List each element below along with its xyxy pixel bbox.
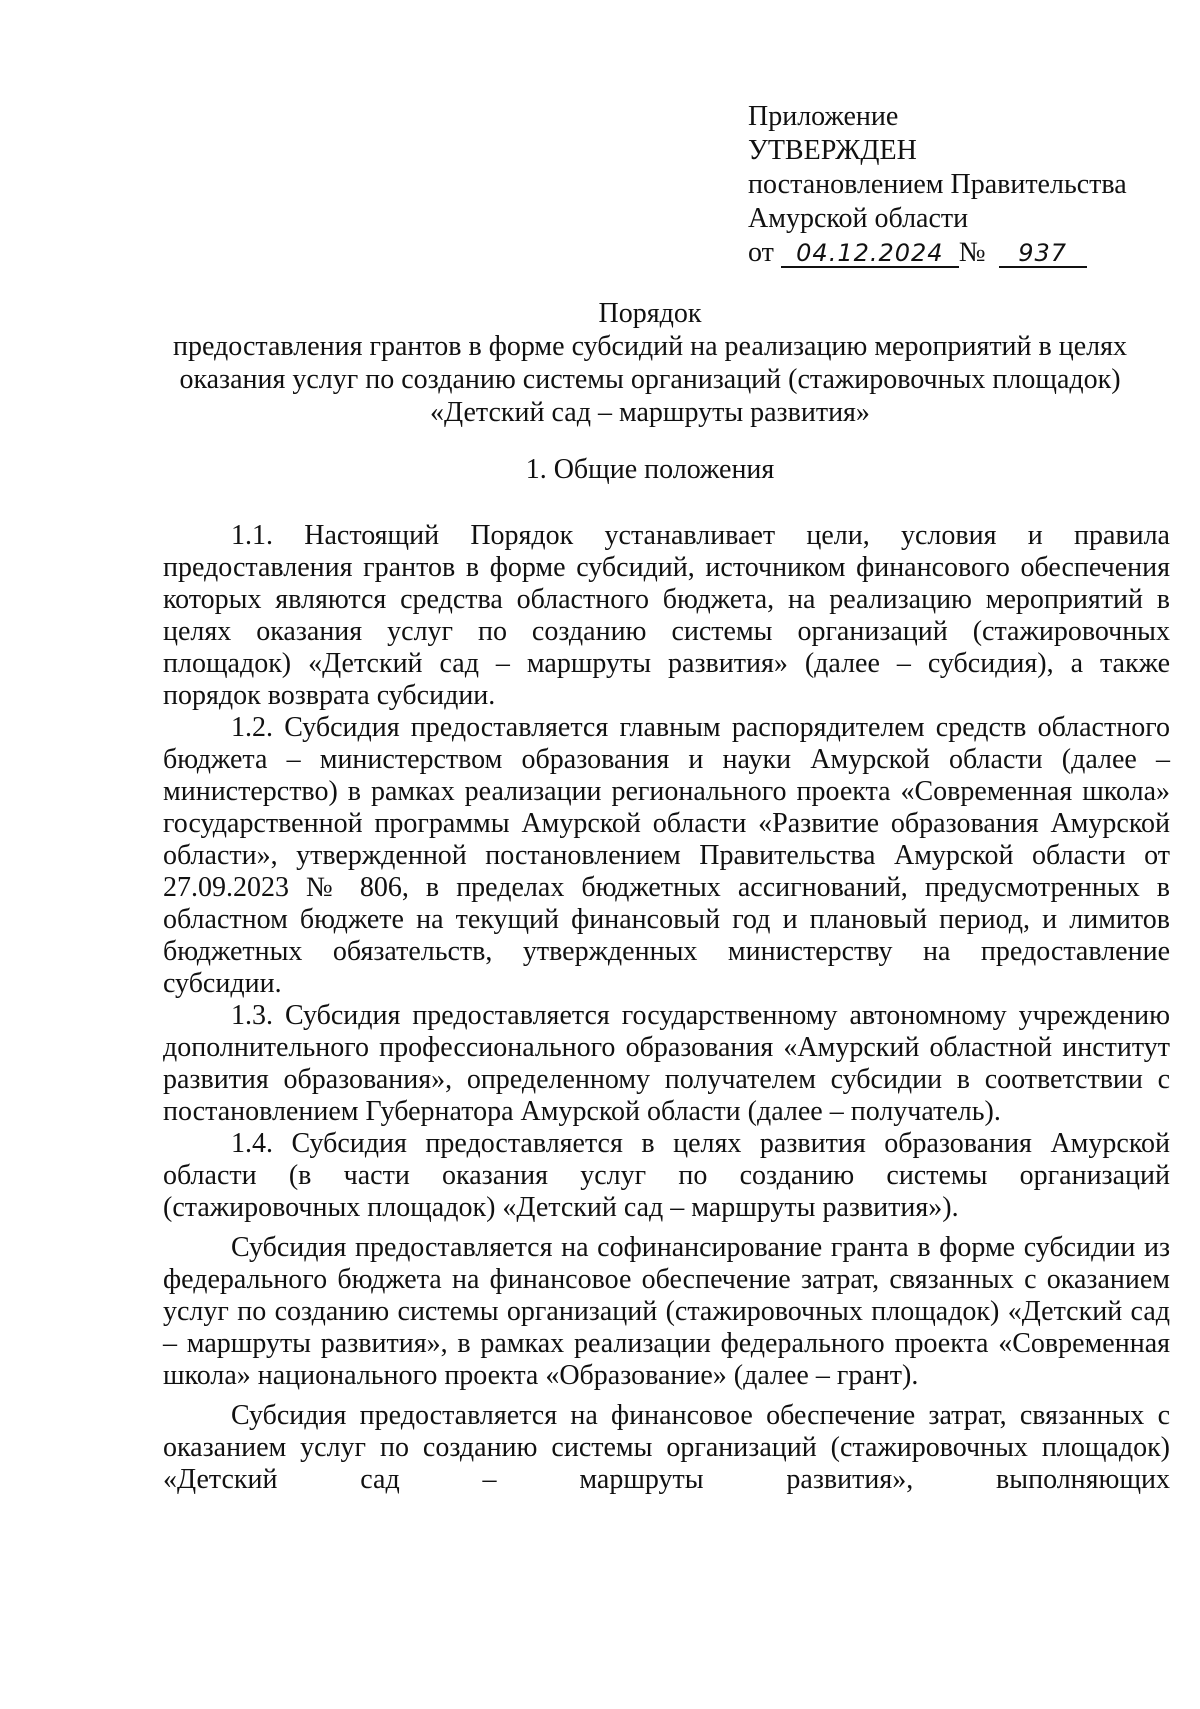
title-line-2: предоставления грантов в форме субсидий на реализацию мероприятий в целях <box>172 331 1128 362</box>
approval-line-region: Амурской области <box>748 203 969 234</box>
approval-line-appendix: Приложение <box>748 101 899 132</box>
title-line-4: «Детский сад – маршруты развития» <box>430 397 870 428</box>
handwritten-number: 937 <box>999 240 1087 268</box>
approval-date-line <box>748 236 1168 270</box>
title-line-1: Порядок <box>598 298 702 329</box>
paragraph-financial-support: Субсидия предоставляется на финансовое обеспечение затрат, связанных с оказанием услуг по созданию системы организаций (стажировочных площадок) «Детский сад – маршруты развития», выполняющих <box>163 1400 1170 1495</box>
paragraph-1-4: 1.4. Субсидия предоставляется в целях развития образования Амурской области (в части оказания услуг по созданию системы организаций (стажировочных площадок) «Детский сад – маршруты развития»). <box>163 1128 1170 1223</box>
approval-line-resolution: постановлением Правительства <box>748 169 1127 200</box>
paragraph-cofinancing: Субсидия предоставляется на софинансирование гранта в форме субсидии из федерального бюджета на финансовое обеспечение затрат, связанных с оказанием услуг по созданию системы организаций (стажировочных площадок) «Детский сад – маршруты развития», в рамках реализации федерального проекта «Современная школа» национального проекта «Образование» (далее – грант). <box>163 1232 1170 1391</box>
approval-line-approved: УТВЕРЖДЕН <box>748 135 917 166</box>
approval-block <box>748 100 1168 270</box>
section-heading: 1. Общие положения <box>525 454 775 485</box>
document-title <box>150 297 1150 429</box>
number-prefix: № <box>958 237 986 268</box>
paragraph-1-2: 1.2. Субсидия предоставляется главным распорядителем средств областного бюджета – министерством образования и науки Амурской области (далее – министерство) в рамках реализации регионального проекта «Современная школа» государственной программы Амурской области «Развитие образования Амурской области», утвержденной постановлением Правительства Амурской области от 27.09.2023 № 806, в пределах бюджетных ассигнований, предусмотренных в областном бюджете на текущий финансовый год и плановый период, и лимитов бюджетных обязательств, утвержденных министерству на предоставление субсидии. <box>163 712 1170 999</box>
handwritten-date: 04.12.2024 <box>781 240 959 268</box>
document-body <box>163 520 1170 1496</box>
date-prefix: от <box>748 237 774 268</box>
paragraph-1-1: 1.1. Настоящий Порядок устанавливает цели, условия и правила предоставления грантов в форме субсидий, источником финансового обеспечения которых являются средства областного бюджета, на реализацию мероприятий в целях оказания услуг по созданию системы организаций (стажировочных площадок) «Детский сад – маршруты развития» (далее – субсидия), а также порядок возврата субсидии. <box>163 520 1170 711</box>
paragraph-1-3: 1.3. Субсидия предоставляется государственному автономному учреждению дополнительного профессионального образования «Амурский областной институт развития образования», определенному получателем субсидии в соответствии с постановлением Губернатора Амурской области (далее – получатель). <box>163 1000 1170 1127</box>
title-line-3: оказания услуг по созданию системы организаций (стажировочных площадок) <box>179 364 1121 395</box>
